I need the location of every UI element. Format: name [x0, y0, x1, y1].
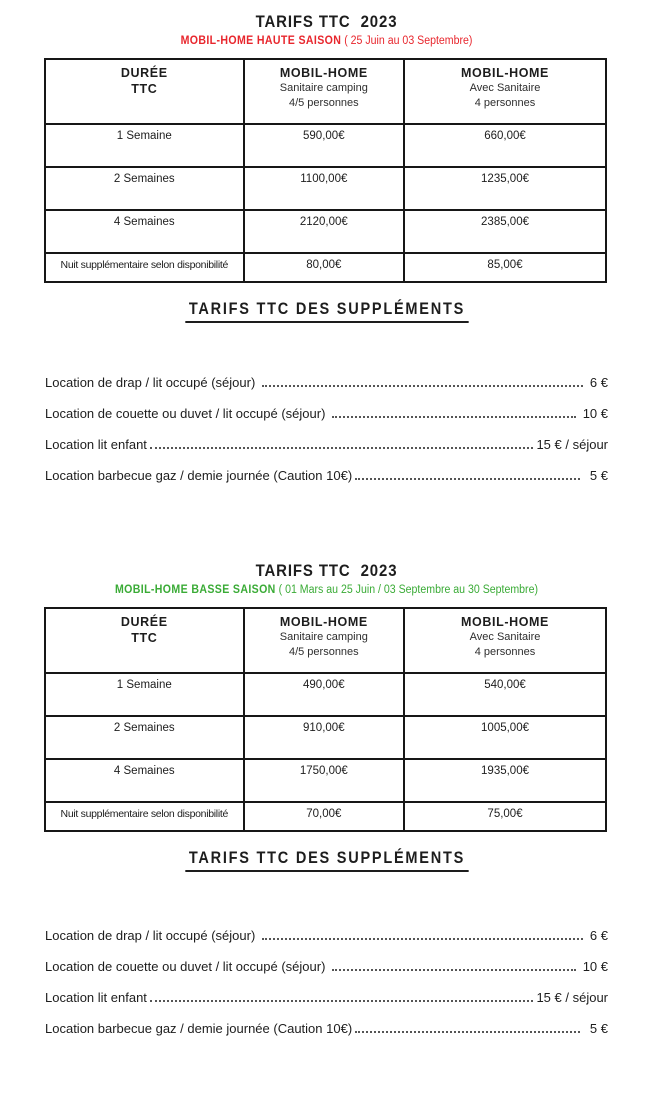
- supplement-label: Location de drap / lit occupé (séjour): [45, 928, 259, 943]
- dotted-leader: [332, 969, 576, 971]
- supplement-row: [45, 421, 608, 452]
- duration-cell: 2 Semaines: [45, 716, 244, 759]
- pricing-table-basse: [44, 607, 607, 832]
- duration-cell: 2 Semaines: [45, 167, 244, 210]
- duration-cell: 1 Semaine: [45, 124, 244, 167]
- season-dates: ( 01 Mars au 25 Juin / 03 Septembre au 30 Septembre): [275, 584, 538, 596]
- header-cell-duration: [45, 59, 244, 124]
- price-cell: 70,00€: [244, 802, 404, 831]
- supplements-heading-wrap: [0, 299, 653, 323]
- header-cell-camping: MOBIL-HOME Sanitaire camping 4/5 personnes: [244, 608, 404, 673]
- supplement-price: 5 €: [582, 1021, 608, 1036]
- dotted-leader: [150, 447, 534, 449]
- price-cell: 590,00€: [244, 124, 404, 167]
- season-name: MOBIL-HOME BASSE SAISON: [114, 584, 276, 596]
- supplement-row: [45, 974, 608, 1005]
- supplement-label: Location de couette ou duvet / lit occupé (séjour): [45, 406, 330, 421]
- header-duration-ttc: TTC: [131, 82, 158, 96]
- duration-cell: 4 Semaines: [45, 210, 244, 253]
- supplement-price: 15 € / séjour: [536, 437, 608, 452]
- supplement-price: 15 € / séjour: [536, 990, 608, 1005]
- season-subtitle-basse: [26, 583, 627, 597]
- price-cell: 1005,00€: [404, 716, 606, 759]
- table-row: [45, 759, 606, 802]
- doc-title-basse: TARIFS TTC 2023: [255, 561, 398, 580]
- price-cell: 1750,00€: [244, 759, 404, 802]
- price-cell: 910,00€: [244, 716, 404, 759]
- supplements-heading: TARIFS TTC DES SUPPLÉMENTS: [185, 299, 468, 323]
- supplement-row: [45, 359, 608, 390]
- table-row: [45, 124, 606, 167]
- supplement-price: 10 €: [579, 406, 608, 421]
- header-cell-duration: DURÉE TTC: [45, 608, 244, 673]
- section-haute-saison: [0, 12, 653, 483]
- dotted-leader: [332, 416, 576, 418]
- supplement-row: [45, 912, 608, 943]
- duration-cell: Nuit supplémentaire selon disponibilité: [45, 802, 244, 831]
- dotted-leader: [355, 478, 580, 480]
- price-cell: 85,00€: [404, 253, 606, 282]
- supplement-label: Location lit enfant: [45, 990, 147, 1005]
- table-header-row: [45, 59, 606, 124]
- supplement-row: [45, 390, 608, 421]
- header-cell-sanitaire: MOBIL-HOME Avec Sanitaire 4 personnes: [404, 59, 606, 124]
- price-cell: 540,00€: [404, 673, 606, 716]
- supplement-price: 6 €: [586, 928, 608, 943]
- section-basse-saison: [0, 561, 653, 1036]
- price-cell: 2385,00€: [404, 210, 606, 253]
- season-name: MOBIL-HOME HAUTE SAISON: [180, 35, 342, 47]
- price-cell: 1100,00€: [244, 167, 404, 210]
- supplement-label: Location barbecue gaz / demie journée (Caution 10€): [45, 1021, 353, 1036]
- header-cell-sanitaire: MOBIL-HOME Avec Sanitaire 4 personnes: [404, 608, 606, 673]
- price-cell: 80,00€: [244, 253, 404, 282]
- price-cell: 490,00€: [244, 673, 404, 716]
- dotted-leader: [262, 938, 583, 940]
- dotted-leader: [355, 1031, 580, 1033]
- supplement-label: Location de drap / lit occupé (séjour): [45, 375, 259, 390]
- season-dates: ( 25 Juin au 03 Septembre): [341, 35, 473, 47]
- duration-cell: 1 Semaine: [45, 673, 244, 716]
- price-cell: 75,00€: [404, 802, 606, 831]
- price-cell: 1235,00€: [404, 167, 606, 210]
- supplement-price: 10 €: [579, 959, 608, 974]
- table-row: [45, 716, 606, 759]
- tariff-document: [0, 12, 653, 1104]
- season-subtitle-haute: [26, 34, 627, 48]
- table-header-row: [45, 608, 606, 673]
- supplements-heading: TARIFS TTC DES SUPPLÉMENTS: [185, 848, 468, 872]
- supplement-price: 5 €: [582, 468, 608, 483]
- table-row: [45, 802, 606, 831]
- supplements-list-haute: [45, 359, 608, 483]
- table-row: [45, 673, 606, 716]
- supplements-heading-wrap: [0, 848, 653, 872]
- supplement-row: [45, 452, 608, 483]
- supplement-row: [45, 943, 608, 974]
- duration-cell: 4 Semaines: [45, 759, 244, 802]
- table-row: [45, 167, 606, 210]
- header-cell-camping: MOBIL-HOME Sanitaire camping 4/5 personnes: [244, 59, 404, 124]
- header-duration-title: DURÉE: [120, 66, 168, 80]
- supplement-label: Location de couette ou duvet / lit occupé (séjour): [45, 959, 330, 974]
- table-row: [45, 210, 606, 253]
- table-row: [45, 253, 606, 282]
- price-cell: 660,00€: [404, 124, 606, 167]
- supplement-label: Location lit enfant: [45, 437, 147, 452]
- dotted-leader: [262, 385, 583, 387]
- supplements-list-basse: [45, 912, 608, 1036]
- supplement-label: Location barbecue gaz / demie journée (Caution 10€): [45, 468, 353, 483]
- price-cell: 2120,00€: [244, 210, 404, 253]
- duration-cell: Nuit supplémentaire selon disponibilité: [45, 253, 244, 282]
- supplement-row: [45, 1005, 608, 1036]
- price-cell: 1935,00€: [404, 759, 606, 802]
- doc-title-haute: TARIFS TTC 2023: [255, 12, 398, 31]
- supplement-price: 6 €: [586, 375, 608, 390]
- dotted-leader: [150, 1000, 534, 1002]
- pricing-table-haute: [44, 58, 607, 283]
